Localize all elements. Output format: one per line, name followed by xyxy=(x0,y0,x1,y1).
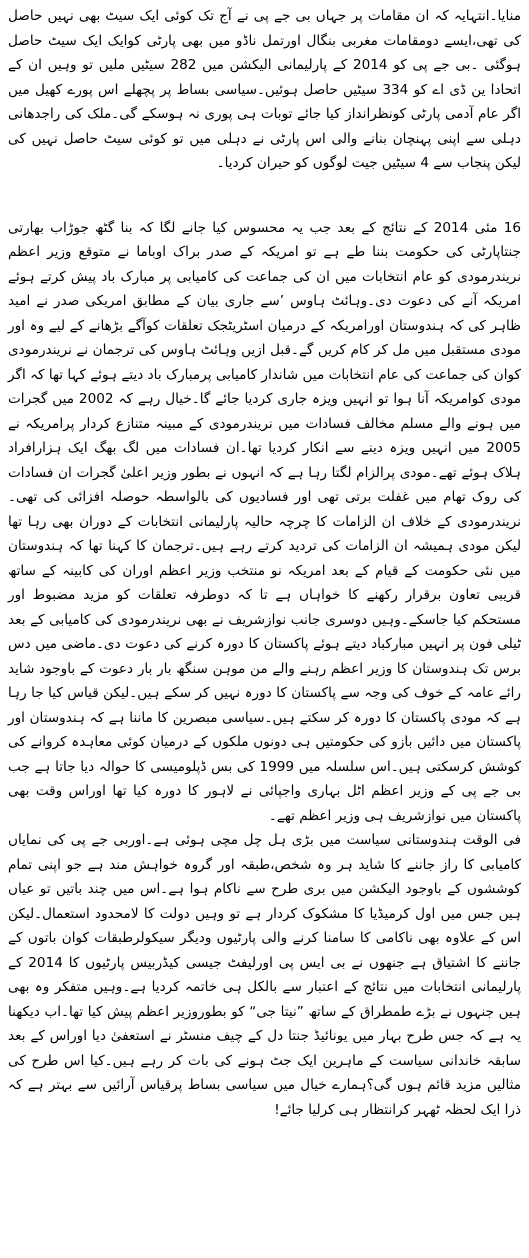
article-paragraph-1: منایا۔انتہایہ کہ ان مقامات پر جہاں بی جے پی نے آج تک کوئی ایک سیٹ بھی نہیں حاصل کی تھی،ایسے دومقامات مغربی بنگال اورتمل ناڈو میں بھی پارٹی کوایک ایک سیٹ حاصل ہوگئی ۔بی جے پی کو 2014 کے پارلیمانی الیکشن میں 282 سیٹیں ملیں تو وہیں ان کے اتحادا ین ڈی اے کو 334 سیٹیں حاصل ہوئیں۔سیاسی بساط پر پچھلے اس پورے کھیل میں اگر عام آدمی پارٹی کونظرانداز کیا جائے توبات ہی پوری نہ ہوسکے گی۔ملک کی راجدھانی دہلی سے اپنی پہنچان بنانے والی اس پارٹی نے دہلی میں تو کوئی سیٹ حاصل نہیں کی لیکن پنجاب سے 4 سیٹیں جیت لوگوں کو حیران کردیا۔ xyxy=(8,8,522,171)
article-paragraph-3: فی الوقت ہندوستانی سیاست میں بڑی ہل چل مچی ہوئی ہے۔اوربی جے پی کی نمایاں کامیابی کا راز جاننے کا شاید ہر وہ شخص،طبقہ اور گروہ خواہش مند ہے جو اپنی تمام کوششوں کے باوجود الیکشن میں بری طرح سے ناکام ہوا ہے۔اس میں چند باتیں تو عیاں ہیں جس میں اول کرمیڈیا کا مشکوک کردار ہے تو وہیں دولت کا لامحدود استعمال۔لیکن اس کے علاوہ بھی ناکامی کا سامنا کرنے والی پارٹیوں ودیگر سیکولرطبقات کوان باتوں کے جاننے کا اشتیاق ہے جنھوں نے بی ایس پی اورلیفٹ جیسی کیڈربیس پارٹیوں کا 2014 کے پارلیمانی انتخابات میں نتائج کے اعتبار سے بالکل ہی خاتمہ کردیا ہے۔وہیں متفکر وہ بھی ہیں جنہوں نے بڑے طمطراق کے ساتھ ”نیتا جی“ کو بطوروزیر اعظم پیش کیا تھا۔اب دیکھنا یہ ہے کہ جس طرح بہار میں یونائیڈ جنتا دل کے چیف منسٹر نے استعفیٰ دیا اوراس کے بعد سابقہ خاندانی سیاست کے ماہرین ایک جٹ ہونے کی بات کر رہے ہیں۔کیا اس طرح کی مثالیں مزید قائم ہوں گی؟ہمارے خیال میں سیاسی بساط پرقیاس آرائیں سے بہتر ہے کہ ذرا ایک لحظہ ٹھہر کرانتظار ہی کرلیا جائے! xyxy=(8,832,521,1118)
article-paragraph-2: 16 مئی 2014 کے نتائج کے بعد جب یہ محسوس کیا جانے لگا کہ بنا گٹھ جوڑاب بھارتی جنتاپارٹی کی حکومت بننا طے ہے تو امریکہ کے صدر براک اوباما نے متوقع وزیر اعظم نریندرمودی کو عام انتخابات میں ان کی جماعت کی کامیابی پر مبارک باد پیش کرتے ہوئے امریکہ آنے کی دعوت دی۔وہائٹ ہاوس ’سے جاری بیان کے مطابق امریکی صدر نے امید ظاہر کی کہ ہندوستان اورامریکہ کے درمیان اسٹریٹجک تعلقات کوآگے بڑھانے کے لیے وہ اور مودی مستقبل میں مل کر کام کریں گے۔قبل ازیں وہائٹ ہاوس کی ترجمان نے نریندرمودی کوان کی جماعت کی عام انتخابات میں شاندار کامیابی پرمبارک باد دیتے ہوئے کہا تھا کہ اگر مودی کوامریکہ آنا ہوا تو انہیں ویزہ جاری کردیا جائے گا۔خیال رہے کہ 2002 میں گجرات میں ہونے والے مسلم مخالف فسادات میں نریندرمودی کے مبینہ متنازع کردار پرامریکہ نے 2005 میں انہیں ویزہ دینے سے انکار کردیا تھا۔ان فسادات میں لگ بھگ ایک ہزارافراد ہلاک ہوئے تھے۔مودی پرالزام لگتا رہا ہے کہ انہوں نے بطور وزیر اعلیٰ گجرات ان فسادات کی روک تھام میں غفلت برتی تھی اور فسادیوں کی بالواسطہ حوصلہ افزائی کی تھی۔نریندرمودی کے خلاف ان الزامات کا چرچہ حالیہ پارلیمانی انتخابات کے دوران بھی رہا تھا لیکن مودی ہمیشہ ان الزامات کی تردید کرتے رہے ہیں۔ترجمان کا کہنا تھا کہ ہندوستان میں نئی حکومت کے قیام کے بعد امریکہ نو منتخب وزیر اعظم اوران کی کابینہ کے ساتھ قریبی تعاون برقرار رکھنے کا خواہاں ہے تا کہ دوطرفہ تعلقات کو مزید مضبوط اور مستحکم کیا جاسکے۔وہیں دوسری جانب نوازشریف نے بھی نریندرمودی کی کامیابی کے بعد ٹیلی فون پر انہیں مبارکباد دیتے ہوئے پاکستان کا دورہ کرنے کی دعوت دی۔ماضی میں دس برس تک ہندوستان کا وزیر اعظم رہنے والے من موہن سنگھ بار بار دعوت کے باوجود شاید رائے عامہ کے خوف کی وجہ سے پاکستان کا دورہ نہیں کر سکے ہیں۔لیکن قیاس کیا جا رہا ہے کہ مودی پاکستان کا دورہ کر سکتے ہیں۔سیاسی مبصرین کا ماننا ہے کہ ہندوستان اور پاکستان میں دائیں بازو کی حکومتیں ہی دونوں ملکوں کے درمیان کوئی معاہدہ کروانے کی کوشش کرسکتی ہیں۔اس سلسلہ میں 1999 کی بس ڈپلومیسی کا حوالہ دیا جاتا ہے جب بی جے پی کے وزیر اعظم اٹل بہاری واجپائی نے لاہور کا دورہ کیا تھا اوراس وقت بھی پاکستان میں نوازشریف ہی وزیر اعظم تھے۔ xyxy=(8,219,522,824)
